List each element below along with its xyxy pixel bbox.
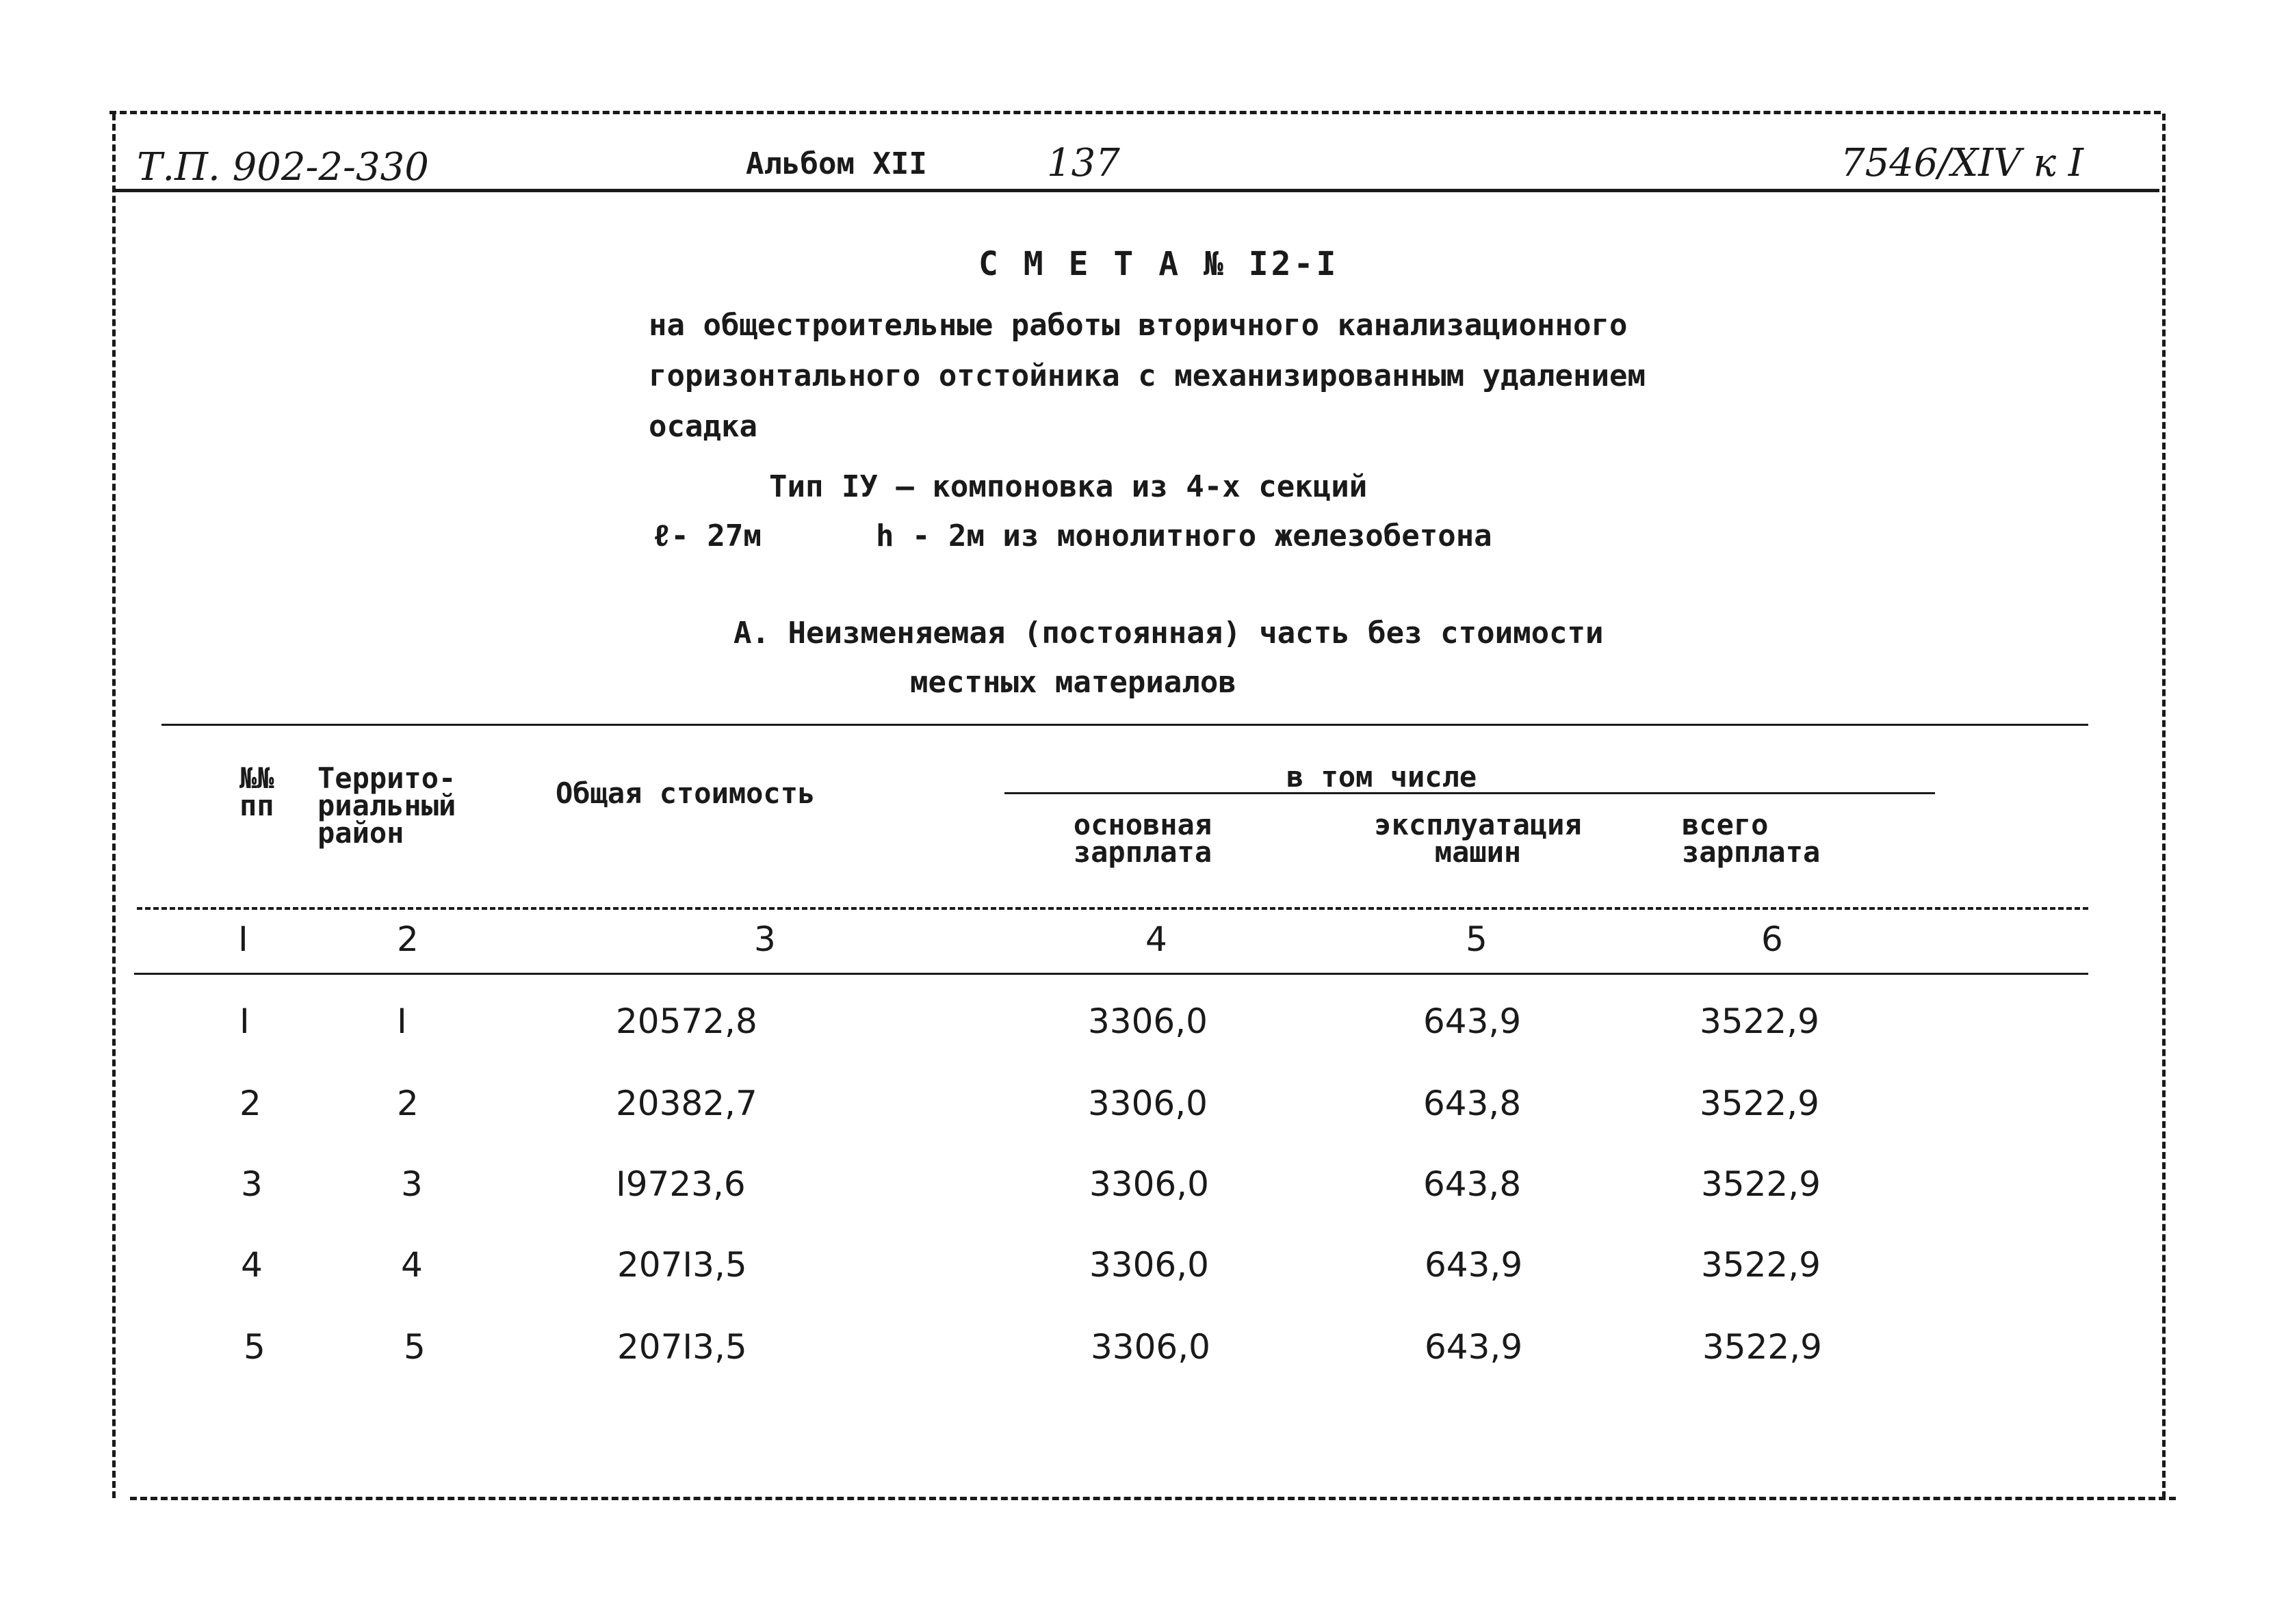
cell-region: 5: [404, 1327, 426, 1367]
cell-total: 207I3,5: [617, 1327, 747, 1367]
col-header-machines-line1: эксплуатация: [1374, 808, 1582, 841]
section-line-1: А. Неизменяемая (постоянная) часть без стоимости: [733, 616, 1604, 651]
subtitle-line-1: на общестроительные работы вторичного канализационного: [649, 308, 1628, 343]
col-number-6: 6: [1761, 919, 1783, 959]
dimension-height: h - 2м из монолитного железобетона: [876, 519, 1492, 553]
cell-region: 4: [401, 1245, 423, 1285]
album-label: Альбом XII: [746, 146, 927, 181]
col-header-group: в том числе: [1286, 760, 1477, 794]
cell-region: 3: [401, 1164, 423, 1204]
cell-region: I: [397, 1001, 407, 1041]
cell-salary: 3306,0: [1089, 1245, 1209, 1285]
col-header-num-line2: пп: [239, 789, 274, 822]
subtitle-line-3: осадка: [649, 409, 757, 444]
cell-total-salary: 3522,9: [1700, 1084, 1819, 1123]
cell-total: 20382,7: [616, 1084, 757, 1123]
document-title: С М Е Т А № I2-I: [978, 245, 1339, 283]
frame-left: [112, 114, 116, 1498]
col-header-machines-line2: машин: [1434, 835, 1522, 869]
col-header-region-line1: Террито-: [317, 761, 456, 795]
cell-salary: 3306,0: [1088, 1001, 1208, 1041]
col-header-total-salary-line2: зарплата: [1682, 835, 1821, 869]
cell-num: 2: [239, 1084, 261, 1123]
cell-machines: 643,8: [1423, 1164, 1522, 1204]
header-bottom-rule: [137, 907, 2088, 910]
cell-machines: 643,9: [1423, 1001, 1522, 1041]
col-header-num: [239, 761, 274, 822]
col-header-salary-line2: зарплата: [1073, 835, 1212, 869]
cell-machines: 643,9: [1425, 1327, 1523, 1367]
cell-machines: 643,9: [1425, 1245, 1523, 1285]
cell-region: 2: [397, 1084, 419, 1123]
cell-machines: 643,8: [1423, 1084, 1522, 1123]
col-header-region-line3: район: [317, 816, 404, 850]
col-number-5: 5: [1466, 919, 1488, 959]
subtitle-line-2: горизонтального отстойника с механизированным удалением: [649, 358, 1646, 393]
cell-total: 20572,8: [616, 1001, 757, 1041]
col-header-salary: [1040, 808, 1245, 869]
col-number-1: I: [238, 919, 248, 959]
col-header-region-line2: риальный: [317, 789, 456, 822]
cell-total-salary: 3522,9: [1701, 1245, 1821, 1285]
cell-salary: 3306,0: [1091, 1327, 1210, 1367]
dimension-length: ℓ- 27м: [653, 519, 762, 553]
col-header-salary-line1: основная: [1073, 808, 1212, 841]
cell-num: 5: [244, 1327, 265, 1367]
cell-total-salary: 3522,9: [1700, 1001, 1819, 1041]
col-number-2: 2: [397, 919, 419, 959]
cell-total-salary: 3522,9: [1701, 1164, 1821, 1204]
col-header-num-line1: №№: [239, 761, 274, 795]
cell-total-salary: 3522,9: [1702, 1327, 1822, 1367]
inventory-number: 7546/XIV к I: [1841, 141, 2083, 185]
cell-salary: 3306,0: [1088, 1084, 1208, 1123]
col-number-rule: [134, 973, 2088, 975]
col-header-region: [317, 761, 456, 850]
col-header-total: Общая стоимость: [556, 776, 816, 810]
cell-total: 207I3,5: [617, 1245, 747, 1285]
cell-num: 4: [241, 1245, 263, 1285]
col-header-total-salary-line1: всего: [1682, 808, 1769, 841]
cell-num: 3: [241, 1164, 263, 1204]
frame-bottom: [130, 1497, 2176, 1500]
cell-num: I: [239, 1001, 250, 1041]
col-header-machines: [1334, 808, 1622, 869]
section-line-2: местных материалов: [910, 665, 1236, 700]
col-header-total-salary: [1682, 808, 1821, 869]
page-number: 137: [1047, 141, 1120, 185]
frame-top: [109, 111, 2161, 114]
col-number-4: 4: [1145, 919, 1167, 959]
col-number-3: 3: [754, 919, 776, 959]
table-top-rule: [161, 724, 2088, 726]
cell-total: I9723,6: [616, 1164, 746, 1204]
type-line: Тип IУ – компоновка из 4-х секций: [769, 469, 1368, 504]
cell-salary: 3306,0: [1089, 1164, 1209, 1204]
frame-right: [2162, 114, 2166, 1498]
project-code: Т.П. 902-2-330: [137, 145, 429, 189]
